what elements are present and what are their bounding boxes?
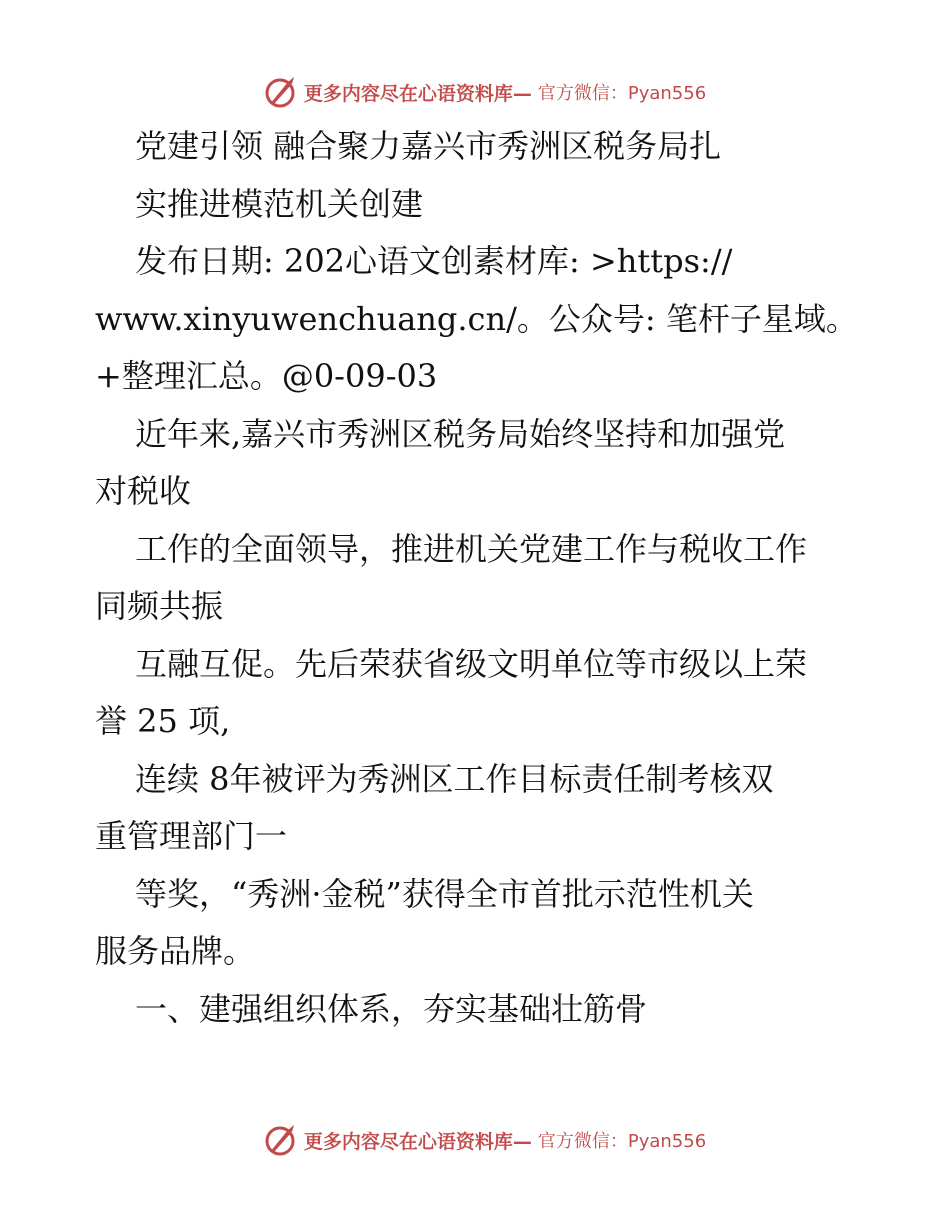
- footer-banner-inner: [262, 1122, 706, 1158]
- p2-line-1: 工作的全面领导，推进机关党建工作与税收工作: [135, 529, 808, 568]
- paragraph-2: [95, 521, 865, 636]
- section-1-heading-text: 一、建强组织体系，夯实基础壮筋骨: [135, 989, 648, 1028]
- p5-line-1: 等奖，“秀洲·金税”获得全市首批示范性机关: [135, 874, 754, 913]
- p1-line-1: 近年来,嘉兴市秀洲区税务局始终坚持和加强党: [135, 414, 786, 453]
- p4-line-2: 重管理部门一: [95, 817, 288, 855]
- date-line-2: www.xinyuwenchuang.cn/。公众号: 笔杆子星域。: [95, 299, 858, 338]
- section-1-heading: [95, 981, 865, 1039]
- p3-line-1: 互融互促。先后荣获省级文明单位等市级以上荣: [135, 644, 808, 683]
- date-line-1: 发布日期: 202心语文创素材库: >https://: [135, 242, 733, 280]
- header-watermark-banner: [0, 72, 950, 112]
- p1-line-2: 对税收: [95, 472, 192, 510]
- document-title: [95, 118, 865, 233]
- publish-date-paragraph: [95, 233, 865, 406]
- title-line-2: 实推进模范机关创建: [135, 184, 424, 223]
- paragraph-4: [95, 751, 865, 866]
- header-banner-wechat: 官方微信：Pyan556: [537, 83, 707, 104]
- feather-pen-logo-icon: [262, 74, 298, 110]
- feather-pen-logo-icon: [262, 1122, 298, 1158]
- date-line-3: +整理汇总。@0-09-03: [95, 357, 438, 395]
- p3-line-2: 誉 25 项,: [95, 702, 231, 740]
- title-line-1: 党建引领 融合聚力嘉兴市秀洲区税务局扎: [135, 127, 722, 165]
- footer-banner-wechat: 官方微信：Pyan556: [537, 1131, 707, 1152]
- footer-watermark-banner: [0, 1120, 950, 1160]
- paragraph-1: [95, 406, 865, 521]
- paragraph-3: [95, 636, 865, 751]
- p5-line-2: 服务品牌。: [95, 932, 256, 970]
- p2-line-2: 同频共振: [95, 587, 224, 625]
- header-banner-inner: [262, 74, 706, 110]
- document-body: [95, 118, 865, 1038]
- p4-line-1: 连续 8年被评为秀洲区工作目标责任制考核双: [135, 759, 774, 798]
- paragraph-5: [95, 866, 865, 981]
- header-banner-text: 更多内容尽在心语资料库—: [303, 82, 532, 105]
- footer-banner-text: 更多内容尽在心语资料库—: [303, 1130, 532, 1153]
